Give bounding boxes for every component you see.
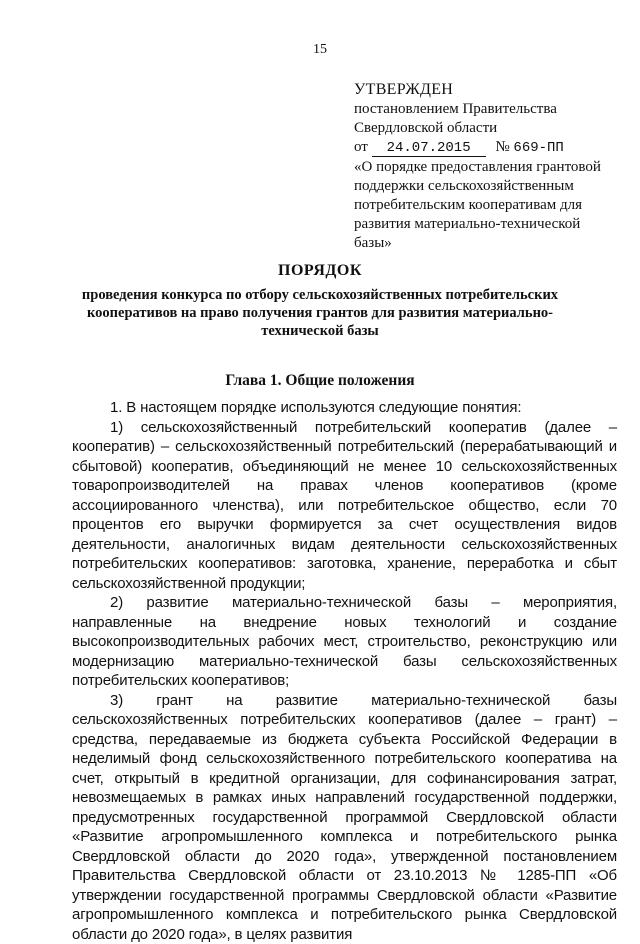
- approval-description: «О порядке предоставления грантовой поддержки сельскохозяйственным потребительским кооперативам для развития материально-технической базы»: [354, 158, 616, 253]
- approval-number: 669-ПП: [513, 140, 563, 156]
- paragraph: 3) грант на развитие материально-технической базы сельскохозяйственных потребительских кооперативов (далее – грант) – средства, передаваемые из бюджета субъекта Российской Федерации в неделимый фонд сельскохозяйственного потребительского кооператива на счет, открытый в кредитной организации, для софинансирования затрат, невозмещаемых в рамках иных направлений государственной поддержки, предусмотренных государственной программой Свердловской области «Развитие агропромышленного комплекса и потребительского рынка Свердловской области до 2020 года», утвержденной постановлением Правительства Свердловской области от 23.10.2013 № 1285-ПП «Об утверждении государственной программы Свердловской области «Развитие агропромышленного комплекса и потребительского рынка Свердловской области до 2020 года», в целях развития: [72, 691, 617, 944]
- number-prefix: №: [495, 139, 509, 155]
- document-subtitle: проведения конкурса по отбору сельскохозяйственных потребительских кооперативов на право получения грантов для развития материально-технической базы: [70, 286, 570, 340]
- body-text: [72, 398, 617, 944]
- paragraph: 1. В настоящем порядке используются следующие понятия:: [72, 398, 617, 418]
- approval-line-1: постановлением Правительства: [354, 100, 616, 119]
- paragraph: 2) развитие материально-технической базы – мероприятия, направленные на внедрение новых технологий и создание высокопроизводительных рабочих мест, строительство, реконструкцию или модернизацию материально-технической базы сельскохозяйственных потребительских кооперативов;: [72, 593, 617, 691]
- approval-date-row: [354, 138, 616, 158]
- approval-block: [354, 80, 616, 253]
- approval-title: УТВЕРЖДЕН: [354, 80, 616, 99]
- paragraph: 1) сельскохозяйственный потребительский кооператив (далее – кооператив) – сельскохозяйственный потребительский (перерабатывающий и сбытовой) кооператив, объединяющий не менее 10 сельскохозяйственных товаропроизводителей на правах членов кооперативов (кроме ассоциированного членства), или потребительское общество, если 70 процентов его выручки формируется за счет осуществления видов деятельности, аналогичных видам деятельности сельскохозяйственных потребительских кооперативов: заготовка, хранение, переработка и сбыт сельскохозяйственной продукции;: [72, 418, 617, 594]
- approval-line-2: Свердловской области: [354, 119, 616, 138]
- chapter-heading: Глава 1. Общие положения: [70, 372, 570, 390]
- approval-date: 24.07.2015: [372, 140, 486, 157]
- document-title: ПОРЯДОК: [70, 262, 570, 280]
- date-prefix: от: [354, 139, 368, 155]
- page-number: 15: [0, 42, 640, 58]
